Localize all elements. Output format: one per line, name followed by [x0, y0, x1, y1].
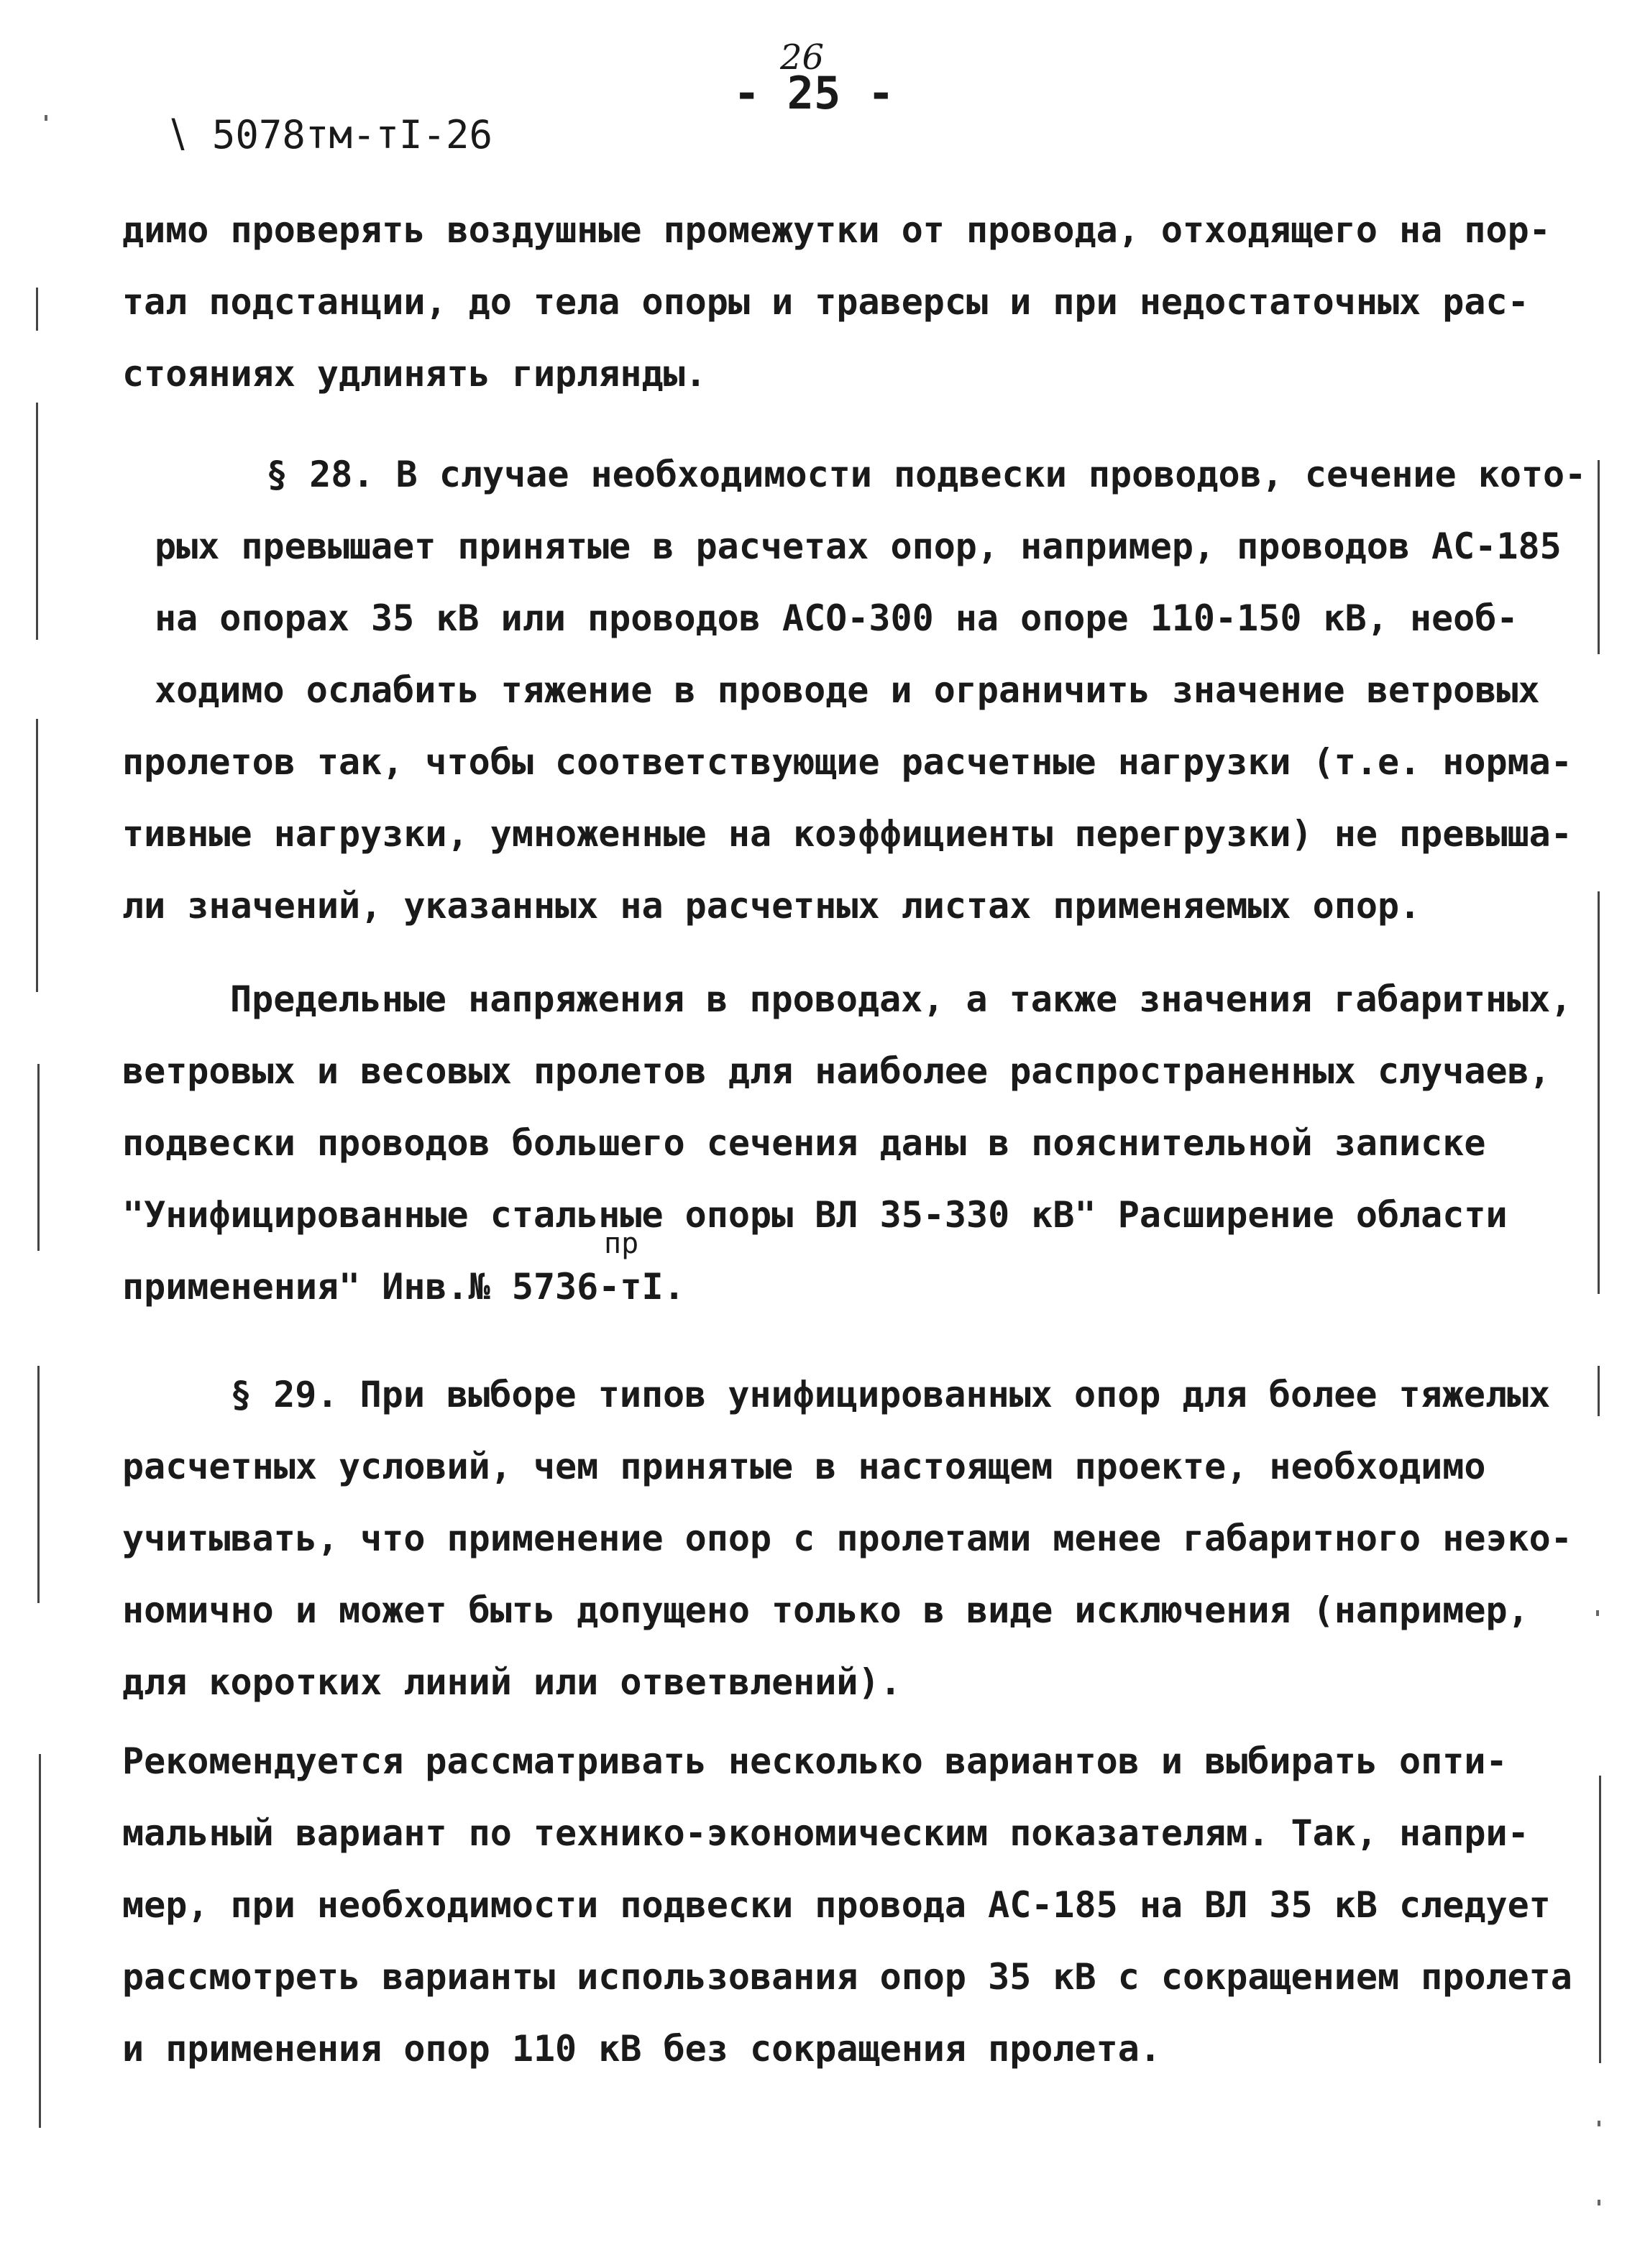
inserted-text: пр [604, 1227, 639, 1260]
text-line: "Унифицированные стальные опоры ВЛ 35-330 кВ" Расширение области [122, 1194, 1508, 1236]
right-margin-line [1599, 1776, 1601, 2063]
margin-mark [1598, 2200, 1600, 2205]
left-margin-line [36, 288, 38, 331]
page-number: - 25 - [733, 67, 894, 119]
text-line: на опорах 35 кВ или проводов АСО-300 на опоре 110-150 кВ, необ- [155, 597, 1518, 639]
text-line: подвески проводов большего сечения даны в пояснительной записке [122, 1122, 1486, 1164]
text-line: тивные нагрузки, умноженные на коэффициенты перегрузки) не превыша- [122, 813, 1572, 855]
handwritten-page-number: 26 [780, 37, 825, 78]
right-margin-line [1598, 460, 1600, 654]
margin-mark [45, 115, 47, 121]
text-line: Предельные напряжения в проводах, а также значения габаритных, [230, 978, 1572, 1020]
text-line: рых превышает принятые в расчетах опор, например, проводов АС-185 [155, 525, 1562, 567]
text-line: расчетных условий, чем принятые в настоящем проекте, необходимо [122, 1446, 1486, 1487]
right-margin-line [1598, 891, 1600, 1294]
text-line: применения" Инв.№ 5736-тI. [122, 1266, 685, 1308]
text-line: учитывать, что применение опор с пролетами менее габаритного неэко- [122, 1518, 1572, 1559]
margin-mark [1596, 1610, 1599, 1616]
text-line: димо проверять воздушные промежутки от провода, отходящего на пор- [122, 209, 1551, 251]
left-margin-line [36, 719, 38, 992]
text-line: для коротких линий или ответвлений). [122, 1661, 902, 1703]
document-code: ∖ 5078тм-тI-26 [164, 112, 493, 157]
text-line: ходимо ослабить тяжение в проводе и ограничить значение ветровых [155, 669, 1540, 711]
text-line: ли значений, указанных на расчетных листах применяемых опор. [122, 885, 1421, 927]
text-line: Рекомендуется рассматривать несколько вариантов и выбирать опти- [122, 1740, 1508, 1782]
left-margin-line [39, 1754, 41, 2128]
text-line: номично и может быть допущено только в виде исключения (например, [122, 1589, 1529, 1631]
text-line: § 28. В случае необходимости подвески проводов, сечение кото- [266, 454, 1587, 495]
text-line: рассмотреть варианты использования опор 35 кВ с сокращением пролета [122, 1956, 1572, 1998]
text-line: мер, при необходимости подвески провода АС-185 на ВЛ 35 кВ следует [122, 1884, 1551, 1926]
text-line: стояниях удлинять гирлянды. [122, 353, 707, 395]
text-line: пролетов так, чтобы соответствующие расчетные нагрузки (т.е. норма- [122, 741, 1572, 783]
text-line: ветровых и весовых пролетов для наиболее распространенных случаев, [122, 1050, 1551, 1092]
text-line: мальный вариант по технико-экономическим показателям. Так, напри- [122, 1812, 1529, 1854]
left-margin-line [37, 1366, 40, 1603]
text-line: тал подстанции, до тела опоры и траверсы и при недостаточных рас- [122, 281, 1529, 323]
text-line: § 29. При выборе типов унифицированных опор для более тяжелых [230, 1374, 1551, 1415]
left-margin-line [36, 403, 38, 640]
margin-mark [1598, 2121, 1600, 2126]
text-line: и применения опор 110 кВ без сокращения пролета. [122, 2028, 1161, 2070]
right-margin-line [1598, 1366, 1600, 1416]
left-margin-line [37, 1064, 40, 1251]
